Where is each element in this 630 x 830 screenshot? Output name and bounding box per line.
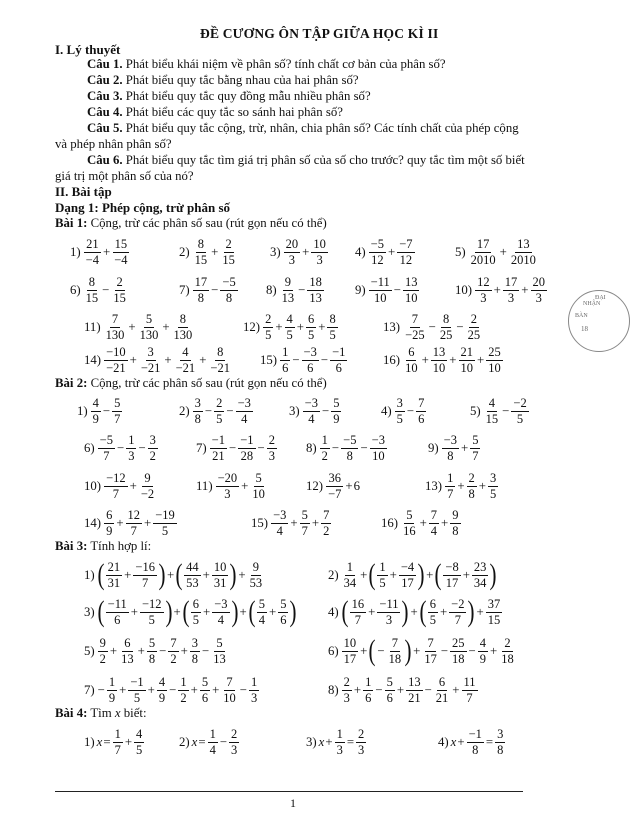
problem: 3) ( $\frac{-11}{6}$ + $\frac{-12}{5}$ ) + ( $\frac{6}{5}$ + $\frac{-3}{4}$ ) + ( $\frac{5}{4}$ + $\frac{5}{6}$ ) xyxy=(84,595,297,628)
problem: 3) $\frac{20}{3}$ + $\frac{10}{3}$ xyxy=(270,237,326,267)
problem: 11) $\frac{-20}{3}$ + $\frac{5}{10}$ xyxy=(196,471,265,501)
stamp-seal xyxy=(568,290,630,352)
problem: 9) $\frac{-11}{10}$ − $\frac{13}{10}$ xyxy=(355,275,418,305)
question-6: Câu 6. Phát biểu quy tắc tìm giá trị phân số của số cho trước? quy tắc tìm một số biết xyxy=(87,153,525,167)
page-number: 1 xyxy=(290,796,296,810)
problem: 13) $\frac{1}{7}$ + $\frac{2}{8}$ + $\frac{3}{5}$ xyxy=(425,471,497,501)
question-6-cont: giá trị một phân số của nó? xyxy=(55,169,194,183)
problem: 3) $\frac{-3}{4}$ − $\frac{5}{9}$ xyxy=(289,396,340,426)
problem: 2) $\frac{1}{34}$ + ( $\frac{1}{5}$ + $\frac{-4}{17}$ ) + ( $\frac{-8}{17}$ + $\frac{23}{34}$ ) xyxy=(328,558,497,591)
document-title: ĐỀ CƯƠNG ÔN TẬP GIỮA HỌC KÌ II xyxy=(200,26,439,41)
stamp-text: ĐẠI xyxy=(595,295,606,301)
problem: 1) ( $\frac{21}{31}$ + $\frac{-16}{7}$ ) + ( $\frac{44}{53}$ + $\frac{10}{31}$ ) + $\frac{9}{53}$ xyxy=(84,558,263,591)
question-3: Câu 3. Phát biểu quy tắc quy đồng mẫu nhiều phân số? xyxy=(87,89,371,103)
question-4: Câu 4. Phát biểu các quy tắc so sánh hai phân số? xyxy=(87,105,343,119)
question-1: Câu 1. Phát biểu khái niệm về phân số? tính chất cơ bản của phân số? xyxy=(87,57,446,71)
problem: 1) $\frac{4}{9}$ − $\frac{5}{7}$ xyxy=(77,396,121,426)
problem: 7) − $\frac{1}{9}$ + $\frac{-1}{5}$ + $\frac{4}{9}$ − $\frac{1}{2}$ + $\frac{5}{6}$ + $\frac{7}{10}$ − $\frac{1}{3}$ xyxy=(84,675,258,705)
problem: 6) $\frac{8}{15}$ − $\frac{2}{15}$ xyxy=(70,275,126,305)
problem: 8) $\frac{1}{2}$ − $\frac{-5}{8}$ − $\frac{-3}{10}$ xyxy=(306,433,385,463)
problem: 9) $\frac{-3}{8}$ + $\frac{5}{7}$ xyxy=(428,433,479,463)
bai-1-heading: Bài 1: Cộng, trừ các phân số sau (rút gọn nếu có thể) xyxy=(55,216,327,230)
bai-3-heading: Bài 3: Tính hợp lí: xyxy=(55,539,152,553)
problem: 5) $\frac{9}{2}$ + $\frac{6}{13}$ + $\frac{5}{8}$ − $\frac{7}{2}$ + $\frac{3}{8}$ − $\frac{5}{13}$ xyxy=(84,636,226,666)
question-5: Câu 5. Phát biểu quy tắc cộng, trừ, nhân, chia phân số? Các tính chất của phép cộng xyxy=(87,121,519,135)
problem: 2) x = $\frac{1}{4}$ − $\frac{2}{3}$ xyxy=(179,727,238,757)
bai-4-heading: Bài 4: Tìm x biết: xyxy=(55,706,147,720)
problem: 6) $\frac{-5}{7}$ − $\frac{1}{3}$ − $\frac{3}{2}$ xyxy=(84,433,156,463)
problem: 12) $\frac{2}{5}$ + $\frac{4}{5}$ + $\frac{6}{5}$ + $\frac{8}{5}$ xyxy=(243,312,336,342)
problem: 14) $\frac{6}{9}$ + $\frac{12}{7}$ + $\frac{-19}{5}$ xyxy=(84,508,175,538)
bai-2-heading: Bài 2: Cộng, trừ các phân số sau (rút gọn nếu có thể) xyxy=(55,376,327,390)
problem: 2) $\frac{3}{8}$ − $\frac{2}{5}$ − $\frac{-3}{4}$ xyxy=(179,396,251,426)
section-exercise-heading: II. Bài tập xyxy=(55,184,112,199)
problem: 8) $\frac{9}{13}$ − $\frac{18}{13}$ xyxy=(266,275,322,305)
problem: 4) $\frac{-5}{12}$ + $\frac{-7}{12}$ xyxy=(355,237,413,267)
problem: 1) $\frac{21}{-4}$ + $\frac{15}{-4}$ xyxy=(70,237,128,267)
problem: 11) $\frac{7}{130}$ + $\frac{5}{130}$ + $\frac{8}{130}$ xyxy=(84,312,193,342)
question-5-cont: và phép nhân phân số? xyxy=(55,137,172,151)
section-theory-heading: I. Lý thuyết xyxy=(55,42,121,57)
stamp-text: BÀN xyxy=(575,313,588,319)
problem: 15) $\frac{-3}{4}$ + $\frac{5}{7}$ + $\frac{7}{2}$ xyxy=(251,508,330,538)
problem: 4) x + $\frac{-1}{8}$ = $\frac{3}{8}$ xyxy=(438,727,504,757)
problem: 4) ( $\frac{16}{7}$ + $\frac{-11}{3}$ ) + ( $\frac{6}{5}$ + $\frac{-2}{7}$ ) + $\frac{37}{15}$ xyxy=(328,595,501,628)
problem: 7) $\frac{17}{8}$ − $\frac{-5}{8}$ xyxy=(179,275,236,305)
problem: 5) $\frac{4}{15}$ − $\frac{-2}{5}$ xyxy=(470,396,527,426)
problem: 15) $\frac{1}{6}$ − $\frac{-3}{6}$ − $\frac{-1}{6}$ xyxy=(260,345,346,375)
problem: 3) x + $\frac{1}{3}$ = $\frac{2}{3}$ xyxy=(306,727,365,757)
problem: 1) x = $\frac{1}{7}$ + $\frac{4}{5}$ xyxy=(84,727,143,757)
problem: 5) $\frac{17}{2010}$ + $\frac{13}{2010}$ xyxy=(455,237,536,267)
problem: 7) $\frac{-1}{21}$ − $\frac{-1}{28}$ − $\frac{2}{3}$ xyxy=(196,433,275,463)
problem: 16) $\frac{6}{10}$ + $\frac{13}{10}$ + $\frac{21}{10}$ + $\frac{25}{10}$ xyxy=(383,345,501,375)
problem: 12) $\frac{36}{-7}$ + 6 xyxy=(306,471,360,501)
problem: 6) $\frac{10}{17}$ + ( − $\frac{7}{18}$ ) + $\frac{7}{17}$ − $\frac{25}{18}$ − $\frac{4}{9}$ + $\frac{2}{18}$ xyxy=(328,634,514,667)
question-2: Câu 2. Phát biểu quy tắc bằng nhau của hai phân số? xyxy=(87,73,359,87)
stamp-text: NHẬN xyxy=(583,301,601,307)
problem: 10) $\frac{-12}{7}$ + $\frac{9}{-2}$ xyxy=(84,471,155,501)
problem: 2) $\frac{8}{15}$ + $\frac{2}{15}$ xyxy=(179,237,235,267)
footer-rule xyxy=(55,791,523,792)
problem: 16) $\frac{5}{16}$ + $\frac{7}{4}$ + $\frac{9}{8}$ xyxy=(381,508,459,538)
problem: 8) $\frac{2}{3}$ + $\frac{1}{6}$ − $\frac{5}{6}$ + $\frac{13}{21}$ − $\frac{6}{21}$ + $\frac{11}{7}$ xyxy=(328,675,476,705)
problem: 4) $\frac{3}{5}$ − $\frac{7}{6}$ xyxy=(381,396,425,426)
problem: 13) $\frac{7}{-25}$ − $\frac{8}{25}$ − $\frac{2}{25}$ xyxy=(383,312,481,342)
problem: 14) $\frac{-10}{-21}$ + $\frac{3}{-21}$ + $\frac{4}{-21}$ + $\frac{8}{-21}$ xyxy=(84,345,230,375)
problem: 10) $\frac{12}{3}$ + $\frac{17}{3}$ + $\frac{20}{3}$ xyxy=(455,275,545,305)
dang-1-heading: Dạng 1: Phép cộng, trừ phân số xyxy=(55,200,231,215)
stamp-text: 18 xyxy=(581,325,588,333)
